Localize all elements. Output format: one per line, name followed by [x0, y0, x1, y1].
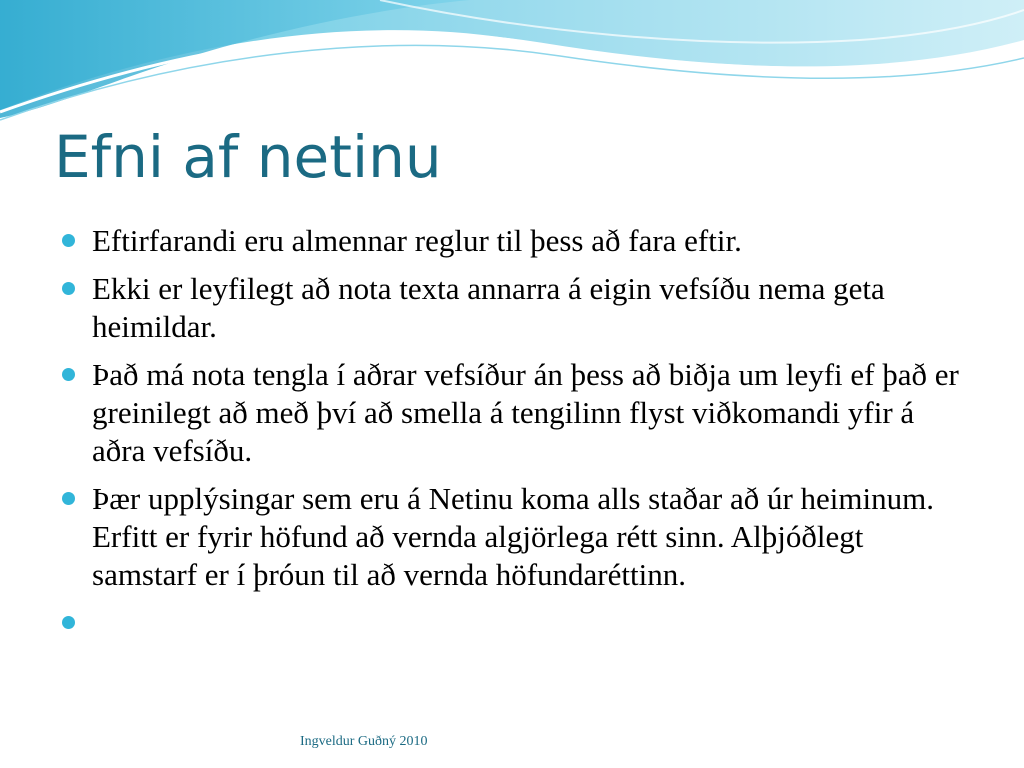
bullet-item: [62, 480, 962, 594]
bullet-dot-icon: [62, 282, 75, 295]
bullet-dot-icon: [62, 616, 75, 629]
bullet-text: Það má nota tengla í aðrar vefsíður án þess að biðja um leyfi ef það er greinilegt að með því að smella á tengilinn flyst viðkomandi yfir á aðra vefsíðu.: [92, 357, 959, 468]
bullet-item: [62, 270, 962, 346]
bullet-dot-icon: [62, 234, 75, 247]
bullet-item: [62, 356, 962, 470]
bullet-list: [62, 222, 962, 652]
bullet-dot-icon: [62, 368, 75, 381]
bullet-text: Þær upplýsingar sem eru á Netinu koma alls staðar að úr heiminum. Erfitt er fyrir höfund að vernda algjörlega rétt sinn. Alþjóðlegt samstarf er í þróun til að vernda höfundaréttinn.: [92, 481, 934, 592]
slide-title: Efni af netinu: [54, 123, 442, 191]
bullet-text: Eftirfarandi eru almennar reglur til þess að fara eftir.: [92, 223, 742, 258]
bullet-text: Ekki er leyfilegt að nota texta annarra á eigin vefsíðu nema geta heimildar.: [92, 271, 885, 344]
header-wave-decoration: [0, 0, 1024, 130]
slide-footer: Ingveldur Guðný 2010: [300, 734, 428, 749]
bullet-item: [62, 222, 962, 260]
bullet-item-empty: [62, 604, 962, 642]
bullet-dot-icon: [62, 492, 75, 505]
